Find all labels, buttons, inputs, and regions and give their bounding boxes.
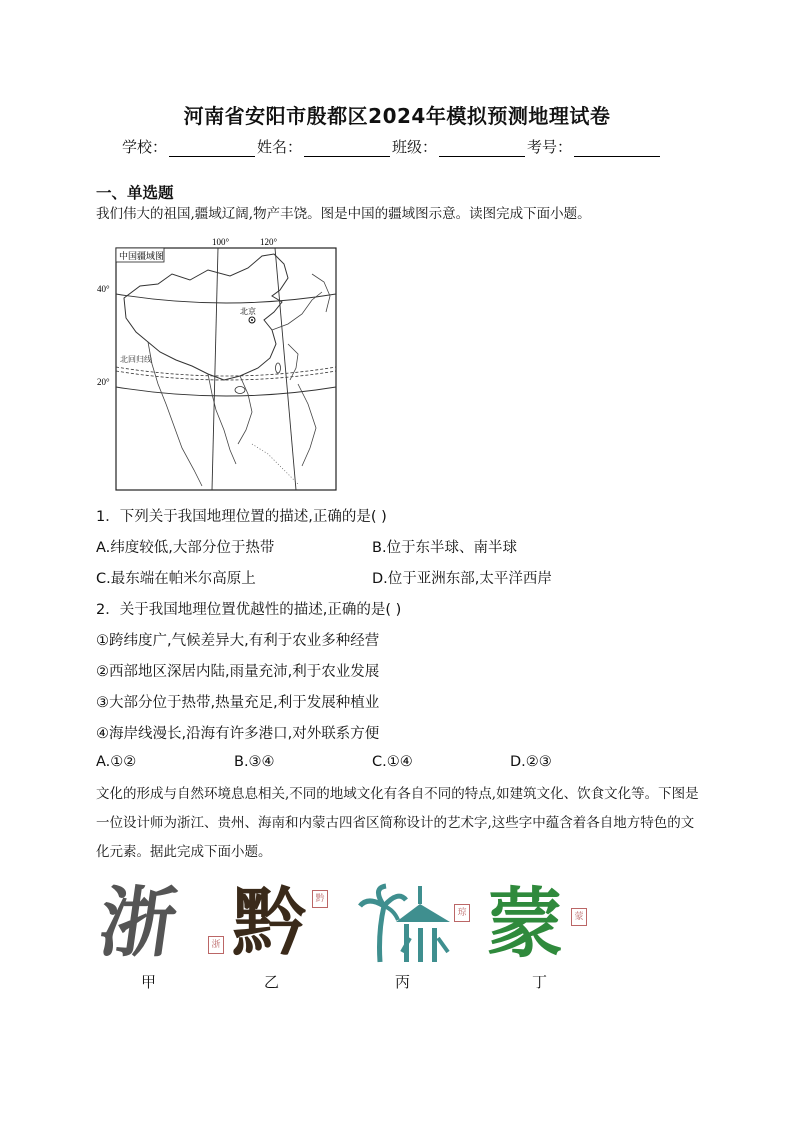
class-label: 班级： [392,138,438,156]
passage-2: 文化的形成与自然环境息息相关,不同的地域文化有各自不同的特点,如建筑文化、饮食文化等。下图是一位设计师为浙江、贵州、海南和内蒙古四省区简称设计的艺术字,这些字中蕴含着各自地方特色的文化元素。据此完成下面小题。 [96,786,699,860]
palm-hut-icon [358,882,456,966]
artwork-label-bing: 丙 [395,973,411,991]
q2-statement-3: ③大部分位于热带,热量充足,利于发展种植业 [96,695,380,711]
map-frame [116,248,336,490]
school-label: 学校： [122,138,168,156]
artwork-zhe-char: 浙 [93,878,183,967]
lat-label-20: 20° [97,377,110,387]
q1-stem: 1．下列关于我国地理位置的描述,正确的是( ) [96,509,387,525]
q1-option-c[interactable]: C.最东端在帕米尔高原上 [96,571,256,587]
china-territory-map [97,234,344,496]
map-title: 中国疆域图 [119,252,165,262]
artwork-label-jia: 甲 [141,973,157,991]
artwork-meng-char: 蒙 [487,879,563,968]
artwork-zhe-seal: 浙 [208,936,224,954]
beijing-label: 北京 [240,307,256,316]
artwork-qian-seal: 黔 [312,890,328,908]
q1-option-a[interactable]: A.纬度较低,大部分位于热带 [96,540,275,556]
q2-option-b[interactable]: B.③④ [234,754,275,770]
artwork-meng-seal: 蒙 [571,908,587,926]
q2-option-d[interactable]: D.②③ [510,754,552,770]
school-blank[interactable] [169,140,255,157]
q1-option-b[interactable]: B.位于东半球、南半球 [372,540,518,556]
artwork-label-yi: 乙 [264,973,280,991]
section-heading: 一、单选题 [96,184,174,202]
artwork-qiong [358,882,468,972]
lon-label-100: 100° [212,237,230,247]
artwork-qiong-seal: 琼 [454,904,470,922]
class-blank[interactable] [439,140,525,157]
student-info-row [122,136,662,157]
q1-option-d[interactable]: D.位于亚洲东部,太平洋西岸 [372,571,552,587]
q2-statement-1: ①跨纬度广,气候差异大,有利于农业多种经营 [96,633,380,649]
q2-option-a[interactable]: A.①② [96,754,137,770]
tropic-label: 北回归线 [120,355,152,364]
passage-1: 我们伟大的祖国,疆域辽阔,物产丰饶。图是中国的疆域图示意。读图完成下面小题。 [96,206,591,222]
q2-statement-2: ②西部地区深居内陆,雨量充沛,利于农业发展 [96,664,380,680]
lon-label-120: 120° [260,237,278,247]
name-blank[interactable] [304,140,390,157]
q2-statement-4: ④海岸线漫长,沿海有许多港口,对外联系方便 [96,726,380,742]
name-label: 姓名： [257,138,303,156]
exam-number-label: 考号： [527,138,573,156]
artwork-qian-char: 黔 [232,880,306,966]
artwork-zhe [93,878,225,972]
artwork-meng [487,879,587,972]
artwork-qian [232,882,332,972]
exam-title: 河南省安阳市殷都区2024年模拟预测地理试卷 [183,104,611,128]
lat-label-40: 40° [97,284,110,294]
artwork-label-ding: 丁 [532,973,548,991]
exam-number-blank[interactable] [574,140,660,157]
q2-stem: 2．关于我国地理位置优越性的描述,正确的是( ) [96,602,402,618]
q2-option-c[interactable]: C.①④ [372,754,413,770]
